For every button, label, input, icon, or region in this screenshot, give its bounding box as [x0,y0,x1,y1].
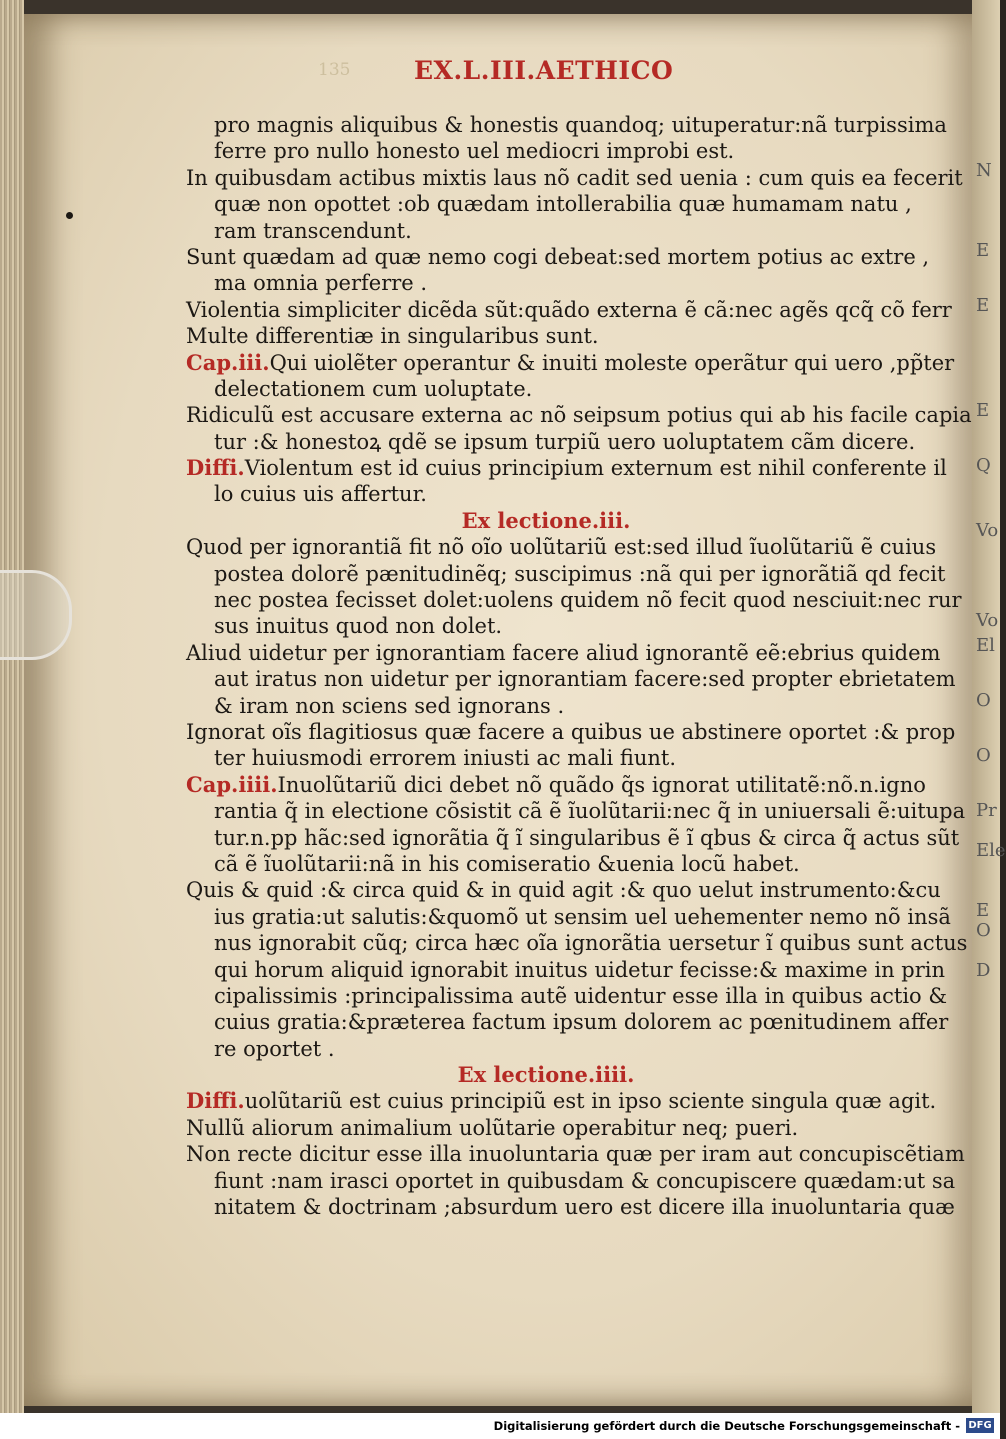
line-text: cã ẽ ĩuolũtarii:nã in his comiseratio &uenia locũ habet. [214,851,800,876]
line-text: tur :& honestoꝝ qdẽ se ipsum turpiũ uero uoluptatem cãm dicere. [214,429,916,454]
facing-page-edge [972,0,1006,1413]
left-page-edge [0,0,24,1413]
text-line [186,957,946,983]
bleed-letter: O [976,920,991,941]
bleed-letter: E [976,295,990,316]
text-line [186,138,906,164]
line-text: Quis & quid :& circa quid & in quid agit :& quo uelut instrumento:&cu [186,878,941,903]
text-line [186,323,906,349]
rubric-label: Diffi. [186,455,245,481]
text-line [186,771,926,798]
bleed-letter: N [976,160,992,181]
line-text: qui horum aliquid ignorabit inuitus uidetur fecisse:& maxime in prin [214,957,946,982]
line-text: Violentum est id cuius principium externum est nihil conferente il [244,456,947,481]
bleed-letter: O [976,690,991,711]
line-text: Multe differentiæ in singularibus sunt. [186,324,599,349]
text-line [186,165,963,191]
line-text: Qui uiolẽter operantur & inuiti moleste operãtur qui uero ,pp̃ter [269,350,955,375]
text-line [186,455,947,481]
rubric-label: Diffi. [186,1088,245,1114]
line-text: & iram non sciens sed ignorans . [214,693,565,718]
page-number: 135 [318,60,351,80]
line-text: ma omnia perferre . [214,271,428,296]
line-text: sus inuitus quod non dolet. [214,614,503,639]
line-text: aut iratus non uidetur per ignorantiam facere:sed propter ebrietatem [214,667,956,692]
text-line [186,349,955,376]
text-line [186,1009,949,1035]
text-line [186,481,906,507]
text-line [186,877,941,903]
text-line [186,693,906,719]
line-text: Quod per ignorantiã fit nõ oĩo uolũtariũ est:sed illud ĩuolũtariũ ẽ cuius [186,535,937,560]
bleed-letter: Q [976,455,991,476]
bleed-letter: Ele [976,840,1006,861]
bleed-letter: O [976,745,991,766]
page-clip [0,570,72,660]
line-text: Ignorat oĩs flagitiosus quæ facere a quibus ue abstinere oportet :& prop [186,719,956,744]
line-text: ius gratia:ut salutis:&quomõ ut sensim uel uehementer nemo nõ insã [214,904,951,929]
line-text: Sunt quædam ad quæ nemo cogi debeat:sed mortem potius ac extre , [186,244,930,269]
page-text [186,112,972,1220]
text-line [186,191,912,217]
text-line [186,297,952,323]
text-line [186,1036,906,1062]
bleed-letter: Pr [976,800,997,821]
line-text: In quibusdam actibus mixtis laus nõ cadit sed uenia : cum quis ea fecerit [186,165,963,190]
text-line [186,1115,906,1141]
rubric-label: Cap.iii. [186,349,270,375]
text-line [186,561,946,587]
line-text: ferre pro nullo honesto uel mediocri improbi est. [214,139,735,164]
bleed-letter: E [976,240,990,261]
text-line [186,218,906,244]
line-text: Inuolũtariũ dici debet nõ quãdo q̃s ignorat utilitatẽ:nõ.n.igno [277,772,926,797]
text-line [186,1194,955,1220]
line-text: rantia q̃ in electione cõsistit cã ẽ ĩuolũtarii:nec q̃ in uniuersali ẽ:uitupa [214,799,966,824]
text-line [186,613,906,639]
text-line [186,534,937,560]
bleed-letter: E [976,400,990,421]
text-line [186,429,916,455]
line-text: nus ignorabit cũq; circa hæc oĩa ignorãtia uersetur ĩ quibus sunt actus [214,931,968,956]
line-text: pro magnis aliquibus & honestis quandoq; uituperatur:nã turpissima [214,113,947,137]
text-line [186,930,968,956]
text-line [186,798,966,824]
text-line [186,745,906,771]
line-text: fiunt :nam irasci oportet in quibusdam & concupiscere quædam:ut sa [214,1168,956,1193]
running-title: EX.L.III.AETHICO [414,56,674,85]
text-line [186,983,948,1009]
line-text: delectationem cum uoluptate. [214,376,533,401]
text-line [186,112,947,138]
text-line [186,1141,965,1167]
section-heading: Ex lectione.iii. [461,507,631,533]
line-text: nec postea fecisset dolet:uolens quidem nõ fecit quod nesciuit:nec rur [214,588,962,613]
line-text: cuius gratia:&præterea factum ipsum dolorem ac pœnitudinem affer [214,1010,949,1035]
bleed-letter: Vo [976,610,999,631]
ink-spot [66,212,73,219]
line-text: ram transcendunt. [214,218,412,243]
line-text: quæ non opottet :ob quædam intollerabilia quæ humamam natu , [214,192,912,217]
line-text: lo cuius uis affertur. [214,482,427,507]
digitization-footer [0,1413,1000,1439]
line-text: Aliud uidetur per ignorantiam facere aliud ignorantẽ eẽ:ebrius quidem [186,640,941,665]
text-line [186,270,906,296]
line-text: postea dolorẽ pænitudinẽq; suscipimus :nã qui per ignorãtiã qd fecit [214,561,946,586]
text-line [186,851,906,877]
line-text: uolũtariũ est cuius principiũ est in ipso sciente singula quæ agit. [244,1089,937,1114]
text-line [186,402,972,428]
text-line [186,587,962,613]
line-text: ter huiusmodi errorem iniusti ac mali fiunt. [214,746,676,771]
bleed-letter: El [976,635,995,656]
text-line [186,640,941,666]
bleed-letter: Vo [976,520,999,541]
text-line [186,904,951,930]
line-text: Violentia simpliciter dicẽda sũt:quãdo externa ẽ cã:nec agẽs qcq̃ cõ ferr [186,297,952,322]
section-heading: Ex lectione.iiii. [457,1062,635,1088]
text-line [186,719,956,745]
dfg-logo: DFG [966,1418,994,1433]
line-text: Non recte dicitur esse illa inuoluntaria quæ per iram aut concupiscẽtiam [186,1142,965,1167]
line-text: nitatem & doctrinam ;absurdum uero est dicere illa inuoluntaria quæ [214,1195,955,1220]
text-line [186,244,930,270]
text-line [186,1168,956,1194]
text-line [186,666,956,692]
line-text: re oportet . [214,1036,335,1061]
line-text: tur.n.pp hãc:sed ignorãtia q̃ ĩ singularibus ẽ ĩ qbus & circa q̃ actus sũt [214,825,960,850]
bleed-letter: E [976,900,990,921]
text-line [186,825,960,851]
line-text: Ridiculũ est accusare externa ac nõ seipsum potius qui ab his facile capia [186,403,972,428]
text-line [186,1088,937,1114]
text-line [186,376,906,402]
rubric-label: Cap.iiii. [186,771,278,797]
line-text: cipalissimis :principalissima autẽ uidentur esse illa in quibus actio & [214,983,948,1008]
bleed-letter: D [976,960,991,981]
line-text: Nullũ aliorum animalium uolũtarie operabitur neq; pueri. [186,1115,799,1140]
footer-credit: Digitalisierung gefördert durch die Deutsche Forschungsgemeinschaft - [493,1419,960,1433]
